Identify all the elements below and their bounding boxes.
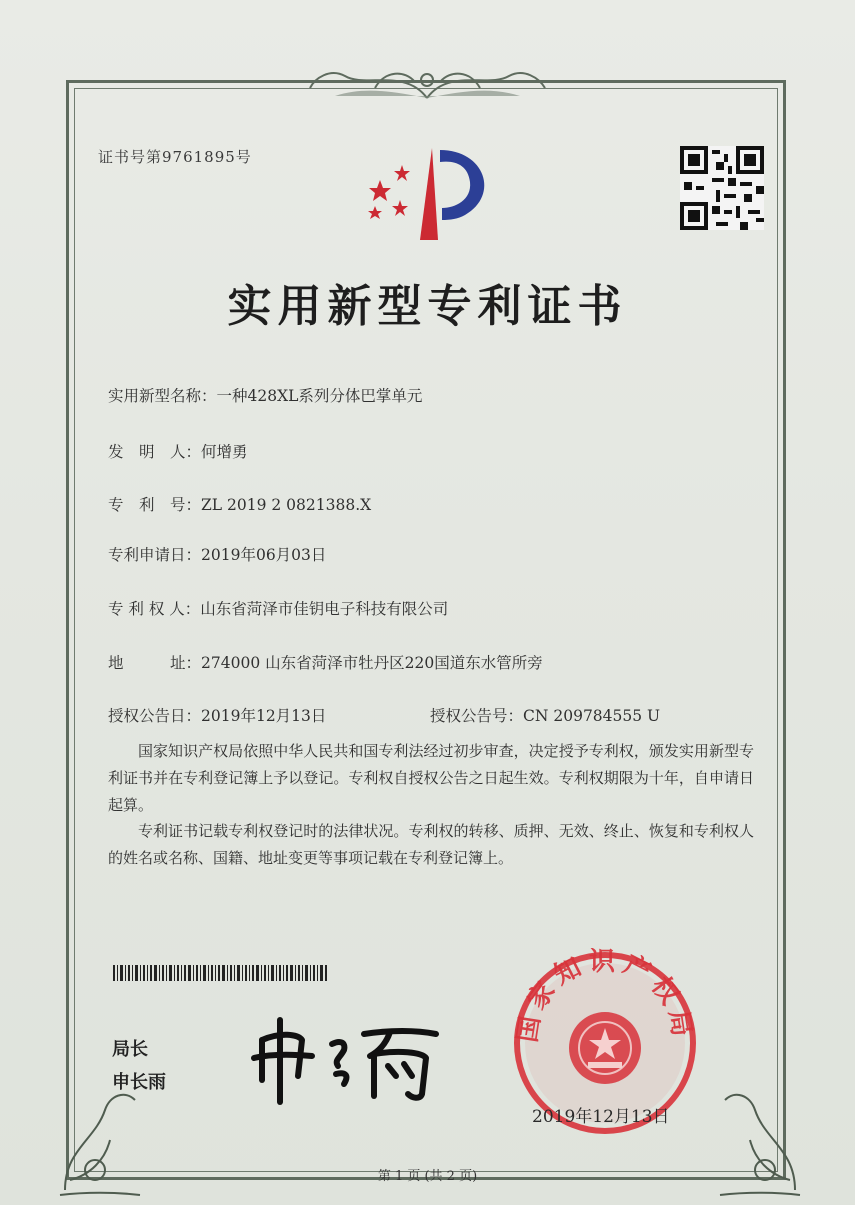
inventor-value: 何增勇: [201, 443, 248, 461]
filing-date-label: 专利申请日：: [108, 546, 202, 564]
address-value: 274000 山东省菏泽市牡丹区220国道东水管所旁: [201, 654, 543, 672]
patent-number-row: [108, 493, 371, 515]
filing-date-row: [108, 543, 326, 565]
body-paragraph-2: 专利证书记载专利权登记时的法律状况。专利权的转移、质押、无效、终止、恢复和专利权人的姓名或名称、国籍、地址变更等事项记载在专利登记簿上。: [108, 822, 754, 867]
inventor-row: [108, 440, 248, 462]
signatory-role: 局长: [112, 1039, 148, 1060]
barcode-icon: [113, 965, 328, 981]
page-number: 第 1 页 (共 2 页): [377, 1169, 478, 1184]
cnipa-logo-icon: [360, 140, 500, 250]
grant-number-row: [430, 704, 660, 726]
handwritten-signature-icon: [240, 1010, 440, 1105]
utility-model-name-row: [108, 384, 422, 406]
utility-model-name-value: 一种428XL系列分体巴掌单元: [216, 387, 423, 405]
seal-date: 2019年12月13日: [532, 1107, 670, 1127]
patentee-label: 专 利 权 人：: [108, 600, 201, 618]
grant-date-value: 2019年12月13日: [201, 707, 327, 725]
patent-number-value: ZL 2019 2 0821388.X: [201, 496, 372, 514]
grant-date-label: 授权公告日：: [108, 707, 202, 725]
grant-number-label: 授权公告号：: [430, 707, 524, 725]
utility-model-name-label: 实用新型名称：: [108, 387, 217, 405]
filing-date-value: 2019年06月03日: [201, 546, 327, 564]
grant-number-value: CN 209784555 U: [523, 707, 661, 725]
signatory-name: 申长雨: [112, 1072, 166, 1093]
inventor-label: 发 明 人：: [108, 443, 202, 461]
grant-date-row: [108, 704, 326, 726]
patentee-row: [108, 597, 448, 619]
certificate-title: 实用新型专利证书: [227, 281, 628, 332]
qr-code-icon: [680, 146, 764, 230]
body-paragraph-1: 国家知识产权局依照中华人民共和国专利法经过初步审查，决定授予专利权，颁发实用新型专利证书并在专利登记簿上予以登记。专利权自授权公告之日起生效。专利权期限为十年，自申请日起算。: [108, 742, 754, 814]
patentee-value: 山东省菏泽市佳钥电子科技有限公司: [200, 600, 449, 618]
address-row: [108, 651, 543, 673]
certificate-number: 证书号第9761895号: [98, 148, 252, 166]
patent-number-label: 专 利 号：: [108, 496, 202, 514]
svg-text:国家知识产权局: 国家知识产权局: [512, 948, 698, 1045]
address-label: 地 址：: [108, 654, 202, 672]
top-ornament-icon: [305, 58, 550, 104]
